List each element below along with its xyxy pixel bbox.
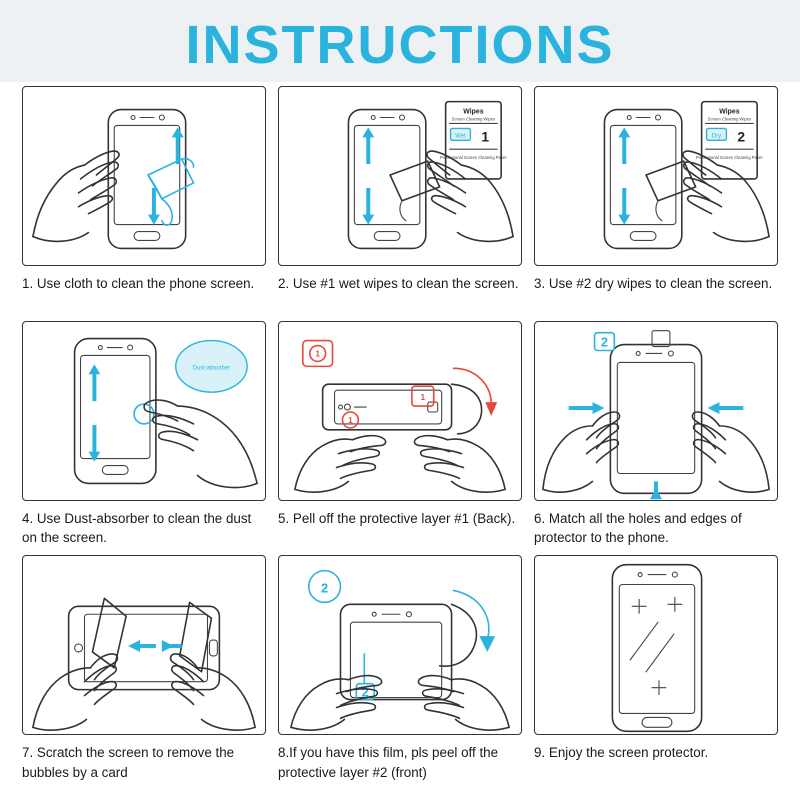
step-cell-3 xyxy=(534,86,778,317)
scrape-arrows-icon xyxy=(128,640,182,652)
up-down-arrow-icon xyxy=(88,364,100,461)
circle-badge: 2 xyxy=(321,580,329,596)
peel-back-layer-one-icon xyxy=(279,322,521,500)
step-cell-5 xyxy=(278,321,522,552)
step-illustration-2 xyxy=(278,86,522,266)
step-caption-5: 5. Pell off the protective layer #1 (Back). xyxy=(278,510,516,526)
packet-tag: Wet xyxy=(455,133,466,140)
tab-badge: 2 xyxy=(600,334,609,350)
step-caption-7: 7. Scratch the screen to remove the bubbles by a card xyxy=(22,745,235,780)
step-cell-2 xyxy=(278,86,522,317)
step-cell-7 xyxy=(22,555,266,786)
packet-title: Wipes xyxy=(463,108,484,116)
tab-badge-top: 1 xyxy=(315,349,320,359)
packet-title: Wipes xyxy=(719,108,740,116)
hand-holding-phone-with-wet-wipe-icon xyxy=(279,87,521,265)
packet-subtitle: Screen Cleaning Wipes xyxy=(451,116,496,122)
up-down-arrow-icon xyxy=(618,127,630,224)
sticker-label: Dust-absorber xyxy=(192,365,231,372)
align-arrows-icon xyxy=(569,402,744,499)
step-caption-4: 4. Use Dust-absorber to clean the dust on the screen. xyxy=(22,510,252,546)
tab-badge-right: 1 xyxy=(420,392,426,402)
hand-with-dust-absorber-sticker-icon xyxy=(23,322,265,500)
step-cell-6 xyxy=(534,321,778,552)
peel-front-layer-two-icon xyxy=(279,556,521,734)
step-caption-3: 3. Use #2 dry wipes to clean the screen. xyxy=(534,276,773,291)
hand-holding-phone-with-cloth-icon xyxy=(23,87,265,265)
step-caption-6: 6. Match all the holes and edges of protector to the phone. xyxy=(534,510,742,546)
step-illustration-7 xyxy=(22,555,266,735)
step-illustration-9 xyxy=(534,555,778,735)
steps-grid xyxy=(22,86,778,786)
step-illustration-5 xyxy=(278,321,522,501)
step-cell-8 xyxy=(278,555,522,786)
packet-number: 1 xyxy=(481,128,490,145)
step-caption-1: 1. Use cloth to clean the phone screen. xyxy=(22,276,255,291)
packet-footer: Professional Screen Cleaning Paper xyxy=(439,155,507,161)
tab-badge-film: 1 xyxy=(348,415,353,425)
align-protector-to-phone-icon xyxy=(535,322,777,500)
step-illustration-4 xyxy=(22,321,266,501)
step-illustration-6 xyxy=(534,321,778,501)
step-illustration-1 xyxy=(22,86,266,266)
step-cell-4 xyxy=(22,321,266,552)
finished-phone-sparkle-icon xyxy=(535,556,777,734)
packet-subtitle: Screen Cleaning Wipes xyxy=(707,116,752,122)
step-caption-2: 2. Use #1 wet wipes to clean the screen. xyxy=(278,276,519,291)
step-caption-8: 8.If you have this film, pls peel off the protective layer #2 (front) xyxy=(278,745,499,780)
packet-footer: Professional Screen Cleaning Paper xyxy=(695,155,763,161)
sparkle-icons xyxy=(632,598,682,695)
step-cell-1 xyxy=(22,86,266,317)
step-illustration-8 xyxy=(278,555,522,735)
step-caption-9: 9. Enjoy the screen protector. xyxy=(534,745,709,761)
up-down-arrow-icon xyxy=(148,127,184,224)
packet-number: 2 xyxy=(737,128,746,145)
step-illustration-3 xyxy=(534,86,778,266)
hand-holding-phone-with-dry-wipe-icon xyxy=(535,87,777,265)
tab-badge: 2 xyxy=(361,684,369,700)
up-down-arrow-icon xyxy=(362,127,374,224)
page-title: INSTRUCTIONS xyxy=(185,15,615,75)
packet-tag: Dry xyxy=(711,133,722,140)
step-cell-9 xyxy=(534,555,778,786)
scrape-bubbles-with-card-icon xyxy=(23,556,265,734)
